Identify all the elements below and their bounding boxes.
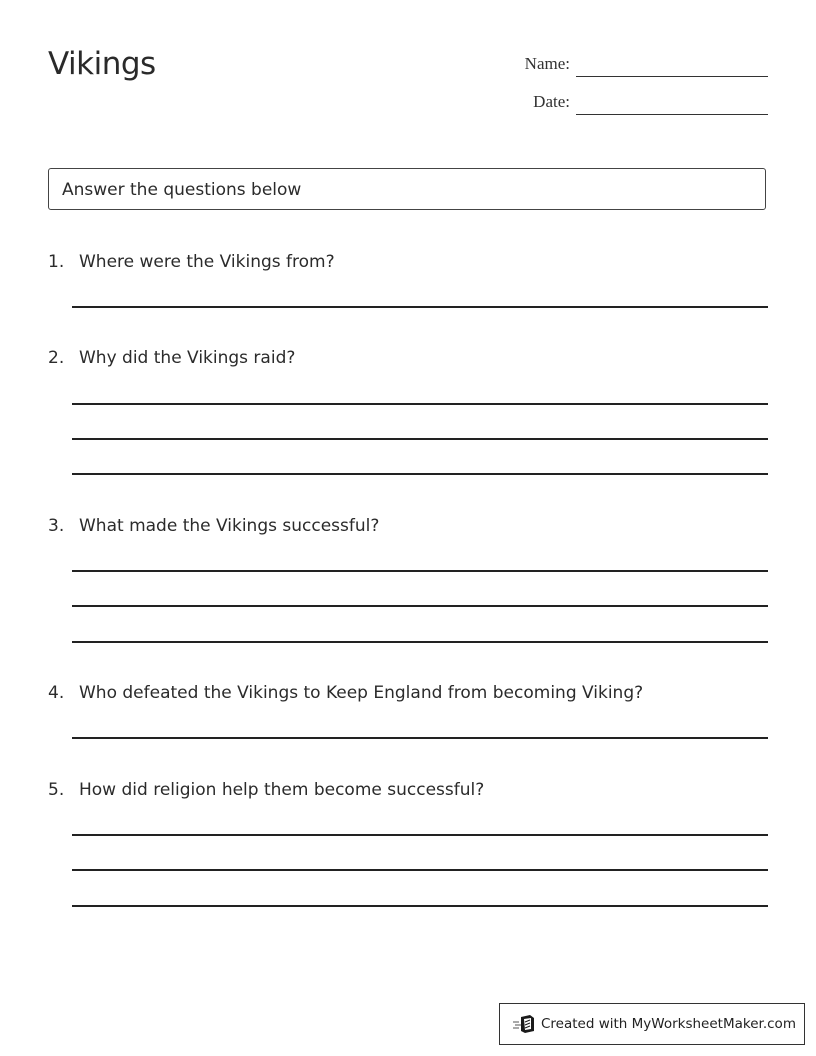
answer-line[interactable] bbox=[72, 570, 768, 572]
question-number: 5. bbox=[48, 780, 65, 800]
answer-line[interactable] bbox=[72, 905, 768, 907]
created-with-text: Created with MyWorksheetMaker.com bbox=[541, 1016, 796, 1032]
question-number: 2. bbox=[48, 348, 65, 368]
answer-line[interactable] bbox=[72, 306, 768, 308]
question-text: Who defeated the Vikings to Keep England from becoming Viking? bbox=[79, 683, 644, 703]
answer-line[interactable] bbox=[72, 641, 768, 643]
question-text: How did religion help them become successful? bbox=[79, 780, 485, 800]
worksheet-title: Vikings bbox=[48, 46, 156, 82]
question-text: Why did the Vikings raid? bbox=[79, 348, 296, 368]
date-line[interactable] bbox=[576, 114, 768, 115]
answer-line[interactable] bbox=[72, 403, 768, 405]
date-field bbox=[500, 92, 768, 122]
answer-line[interactable] bbox=[72, 473, 768, 475]
question-number: 4. bbox=[48, 683, 65, 703]
answer-line[interactable] bbox=[72, 737, 768, 739]
answer-line[interactable] bbox=[72, 605, 768, 607]
instructions-box bbox=[48, 168, 766, 210]
name-field bbox=[500, 54, 768, 84]
answer-line[interactable] bbox=[72, 869, 768, 871]
answer-line[interactable] bbox=[72, 438, 768, 440]
answer-line[interactable] bbox=[72, 834, 768, 836]
name-line[interactable] bbox=[576, 76, 768, 77]
created-with-badge[interactable] bbox=[499, 1003, 805, 1045]
question-number: 3. bbox=[48, 516, 65, 536]
date-label: Date: bbox=[533, 92, 570, 111]
question-number: 1. bbox=[48, 252, 65, 272]
question-text: Where were the Vikings from? bbox=[79, 252, 335, 272]
name-label: Name: bbox=[524, 54, 570, 73]
instructions-text: Answer the questions below bbox=[62, 180, 302, 200]
question-text: What made the Vikings successful? bbox=[79, 516, 380, 536]
worksheet-maker-logo-icon bbox=[512, 1014, 536, 1034]
